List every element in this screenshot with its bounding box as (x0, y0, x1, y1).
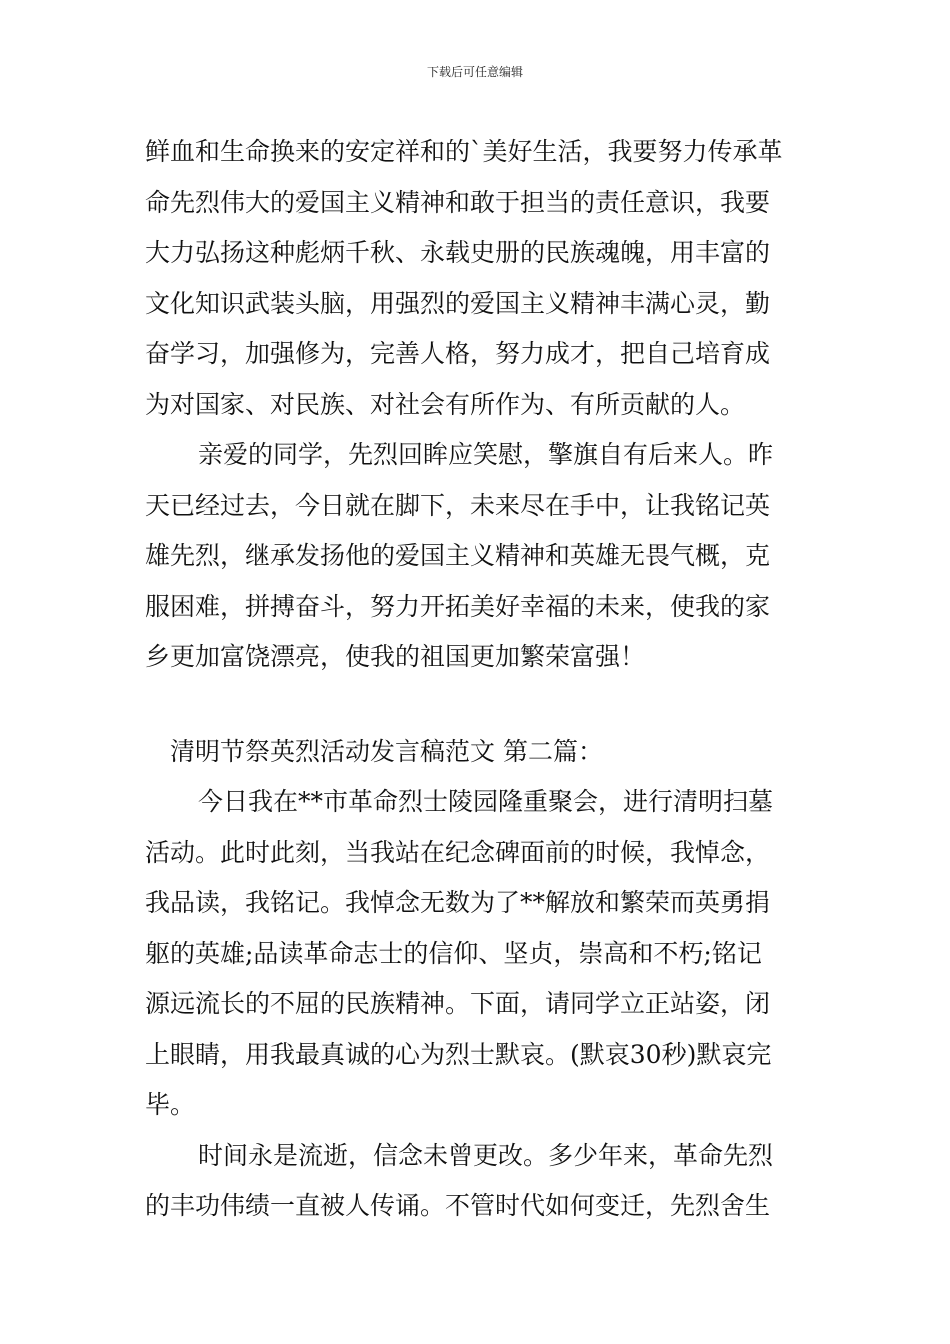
section-heading: 清明节祭英烈活动发言稿范文 第二篇： (170, 736, 603, 766)
paragraph-start-line: 亲爱的同学，先烈回眸应笑慰，擎旗自有后来人。昨 (198, 440, 774, 469)
text-line: 奋学习，加强修为，完善人格，努力成才，把自己培育成 (145, 339, 771, 368)
text-line: 鲜血和生命换来的安定祥和的`美好生活，我要努力传承革 (145, 137, 783, 166)
text-line: 大力弘扬这种彪炳千秋、永载史册的民族魂魄，用丰富的 (145, 238, 771, 267)
document-body (145, 127, 810, 1232)
text-line: 为对国家、对民族、对社会有所作为、有所贡献的人。 (145, 389, 746, 419)
text-line: 服困难，拼搏奋斗，努力开拓美好幸福的未来，使我的家 (145, 591, 771, 621)
text-line: 命先烈伟大的爱国主义精神和敢于担当的责任意识，我要 (145, 187, 771, 217)
text-line: 的丰功伟绩一直被人传诵。不管时代如何变迁，先烈舍生 (145, 1191, 771, 1220)
text-line: 我品读，我铭记。我悼念无数为了**解放和繁荣而英勇捐 (145, 888, 771, 917)
text-line: 躯的英雄;品读革命志士的信仰、坚贞，崇高和不朽;铭记 (145, 938, 762, 968)
text-line: 雄先烈，继承发扬他的爱国主义精神和英雄无畏气概，克 (145, 541, 771, 570)
text-line: 活动。此时此刻，当我站在纪念碑面前的时候，我悼念， (145, 837, 771, 867)
page-header: 下载后可任意编辑 (426, 65, 523, 79)
text-line: 天已经过去，今日就在脚下，未来尽在手中，让我铭记英 (145, 490, 771, 520)
section-gap (145, 683, 810, 727)
text-line: 源远流长的不屈的民族精神。下面，请同学立正站姿，闭 (145, 989, 771, 1018)
text-line: 文化知识武装头脑，用强烈的爱国主义精神丰满心灵，勤 (145, 288, 771, 318)
paragraph-start-line: 今日我在**市革命烈士陵园隆重聚会，进行清明扫墓 (198, 787, 774, 816)
paragraph-start-line: 时间永是流逝，信念未曾更改。多少年来，革命先烈 (198, 1140, 774, 1170)
text-line: 上眼睛，用我最真诚的心为烈士默哀。(默哀30秒)默哀完 (145, 1039, 772, 1069)
text-line: 毕。 (145, 1090, 196, 1119)
text-line: 乡更加富饶漂亮，使我的祖国更加繁荣富强！ (145, 642, 646, 671)
